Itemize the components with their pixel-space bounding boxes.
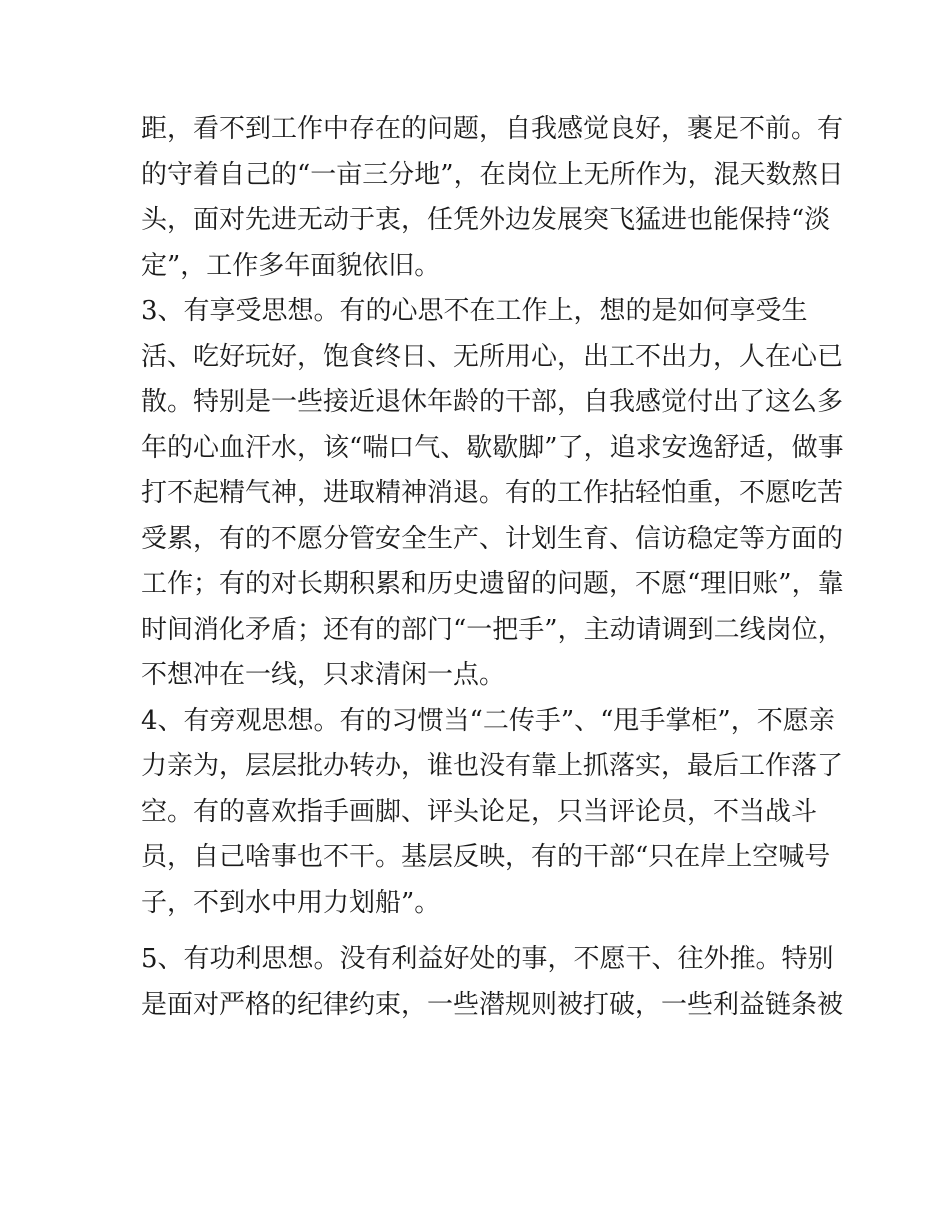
text-line: 的守着自己的“一亩三分地”，在岗位上无所作为，混天数熬日 xyxy=(141,159,844,190)
text-line: 定”，工作多年面貌依旧。 xyxy=(141,250,441,281)
text-line: 员，自己啥事也不干。基层反映，有的干部“只在岸上空喊号 xyxy=(141,842,831,872)
text-line: 力亲为，层层批办转办，谁也没有靠上抓落实，最后工作落了 xyxy=(141,751,844,781)
paragraph-continuation xyxy=(141,107,844,289)
text-line: 空。有的喜欢指手画脚、评头论足，只当评论员，不当战斗 xyxy=(141,796,818,827)
text-line: 活、吃好玩好，饱食终日、无所用心，出工不出力，人在心已 xyxy=(141,341,844,372)
text-line: 3、有享受思想。有的心思不在工作上，想的是如何享受生 xyxy=(141,296,808,326)
text-line: 散。特别是一些接近退休年龄的干部，自我感觉付出了这么多 xyxy=(141,387,844,417)
text-line: 时间消化矛盾；还有的部门“一把手”，主动请调到二线岗位， xyxy=(141,614,844,645)
paragraph-item-5 xyxy=(141,937,844,1028)
text-line: 工作；有的对长期积累和历史遗留的问题，不愿“理旧账”，靠 xyxy=(141,569,844,599)
text-line: 5、有功利思想。没有利益好处的事，不愿干、往外推。特别 xyxy=(141,944,834,974)
text-line: 是面对严格的纪律约束，一些潜规则被打破，一些利益链条被 xyxy=(141,989,844,1020)
text-line: 受累，有的不愿分管安全生产、计划生育、信访稳定等方面的 xyxy=(141,523,844,554)
text-line: 距，看不到工作中存在的问题，自我感觉良好，裹足不前。有 xyxy=(141,114,844,144)
text-line: 打不起精气神，进取精神消退。有的工作拈轻怕重，不愿吃苦 xyxy=(141,478,844,508)
text-line: 子，不到水中用力划船”。 xyxy=(141,887,441,918)
text-line: 年的心血汗水，该“喘口气、歇歇脚”了，追求安逸舒适，做事 xyxy=(141,432,844,463)
text-line: 4、有旁观思想。有的习惯当“二传手”、“甩手掌柜”，不愿亲 xyxy=(141,705,835,736)
paragraph-item-4 xyxy=(141,699,844,927)
text-line: 头，面对先进无动于衷，任凭外边发展突飞猛进也能保持“淡 xyxy=(141,205,831,235)
text-line: 不想冲在一线，只求清闲一点。 xyxy=(141,660,506,690)
body-text xyxy=(141,107,844,1028)
paragraph-item-3 xyxy=(141,289,844,699)
